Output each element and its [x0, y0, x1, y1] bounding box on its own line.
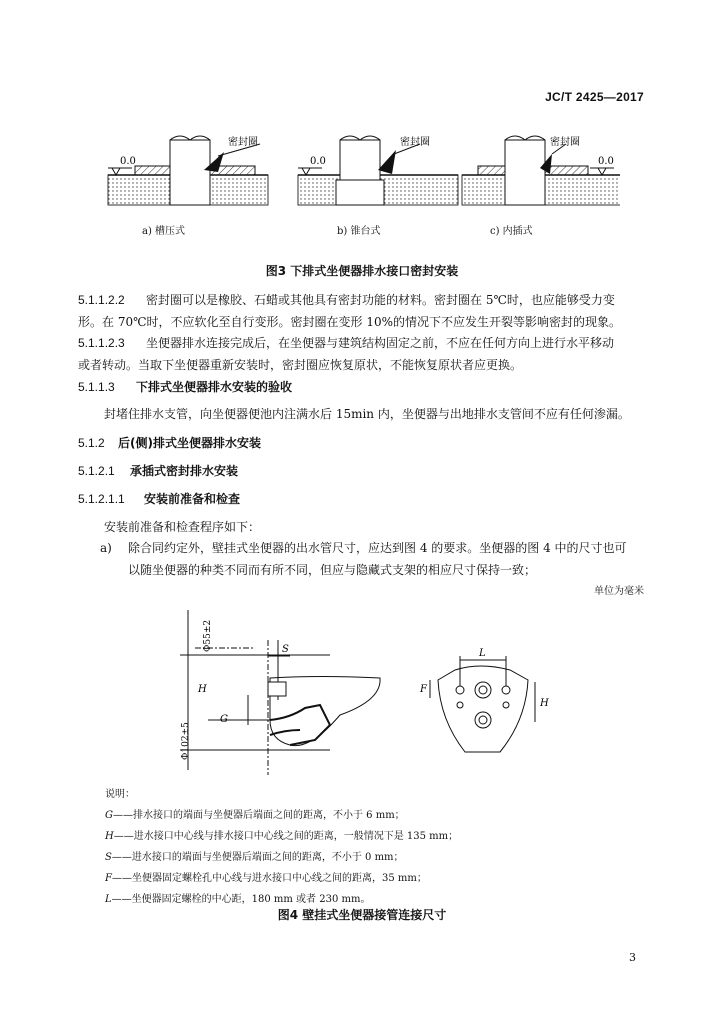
section-number: 5.1.2.1: [78, 464, 115, 478]
heading-5-1-2-1: [78, 460, 648, 482]
section-number: 5.1.1.2.2: [78, 293, 125, 307]
legend-text: ——进水接口的端面与坐便器后端面之间的距离，不小于 0 mm；: [111, 852, 404, 863]
fig3b-seal-label: 密封圈: [400, 137, 430, 148]
legend-row: [105, 805, 458, 826]
page-number: 3: [629, 951, 636, 964]
dim-F: F: [420, 684, 427, 695]
list-item-a: [100, 537, 660, 581]
para-text: 形。在 70℃时，不应软化至自行变形。密封圈在变形 10%的情况下不应发生开裂等影响密封的现象。: [78, 315, 621, 329]
fig3c-zero-level: 0.0: [598, 156, 614, 167]
procedure-intro: 安装前准备和检查程序如下：: [104, 520, 261, 534]
dim-S: S: [282, 644, 289, 655]
legend-row: [105, 847, 458, 868]
dim-phi102: Φ102±5: [181, 722, 191, 760]
section-title: 后(侧)排式坐便器排水安装: [118, 436, 261, 450]
para-5-1-1-3-body: 封堵住排水支管，向坐便器便池内注满水后 15min 内，坐便器与出地排水支管间不应有任何渗漏。: [104, 407, 630, 421]
para-text: 密封圈可以是橡胶、石蜡或其他具有密封功能的材料。密封圈在 5℃时，也应能够受力变: [146, 293, 615, 307]
section-number: 5.1.2.1.1: [78, 492, 125, 506]
dim-L: L: [479, 648, 486, 659]
figure-4-caption: 图4 壁挂式坐便器接管连接尺寸: [277, 908, 447, 922]
legend-text: ——坐便器固定螺栓孔中心线与进水接口中心线之间的距离，35 mm；: [111, 873, 427, 884]
fig3c-drawing: [462, 136, 620, 205]
heading-5-1-2-1-1: [78, 488, 648, 510]
legend-symbol: G: [105, 810, 113, 821]
legend-symbol: H: [105, 831, 114, 842]
heading-5-1-1-3: [78, 376, 648, 398]
heading-5-1-2: [78, 432, 648, 454]
fig3c-subcaption: c) 内插式: [490, 226, 533, 237]
list-label: a): [100, 541, 112, 555]
list-text: 以随坐便器的种类不同而有所不同，但应与隐藏式支架的相应尺寸保持一致；: [128, 563, 537, 577]
para-text: 或者转动。当取下坐便器重新安装时，密封圈应恢复原状，不能恢复原状者应更换。: [78, 358, 523, 372]
legend-text: ——坐便器固定螺栓的中心距，180 mm 或者 230 mm。: [111, 894, 371, 905]
section-title: 下排式坐便器排水安装的验收: [136, 380, 293, 394]
legend-symbol: F: [105, 873, 112, 884]
list-text: 除合同约定外，壁挂式坐便器的出水管尺寸，应达到图 4 的要求。坐便器的图 4 中的尺寸也可: [128, 541, 627, 555]
legend-symbol: L: [105, 894, 112, 905]
fig4-legend: [105, 784, 458, 910]
fig3a-zero-level: 0.0: [120, 156, 136, 167]
unit-note: 单位为毫米: [594, 586, 644, 597]
legend-row: [105, 868, 458, 889]
fig3a-seal-label: 密封圈: [228, 137, 258, 148]
para-5-1-1-2-3: [78, 332, 648, 376]
legend-title: 说明：: [105, 789, 135, 800]
figure-3-caption: 图3 下排式坐便器排水接口密封安装: [265, 264, 459, 278]
section-number: 5.1.2: [78, 436, 105, 450]
fig4-front-view: [430, 656, 535, 752]
fig3b-drawing: [298, 136, 458, 205]
dim-phi55: Φ55±2: [203, 619, 213, 652]
section-title: 安装前准备和检查: [144, 492, 241, 506]
dim-G: G: [220, 714, 228, 725]
para-text: 坐便器排水连接完成后，在坐便器与建筑结构固定之前，不应在任何方向上进行水平移动: [146, 336, 615, 350]
standard-code: JC/T 2425—2017: [545, 90, 644, 104]
dim-H-front: H: [540, 698, 549, 709]
figure-4-drawings: [170, 600, 570, 780]
fig3b-zero-level: 0.0: [310, 156, 326, 167]
dim-H-side: H: [198, 684, 207, 695]
fig3b-subcaption: b) 锥台式: [337, 226, 381, 237]
section-number: 5.1.1.2.3: [78, 336, 125, 350]
para-5-1-1-2-2: [78, 289, 648, 333]
section-title: 承插式密封排水安装: [130, 464, 239, 478]
section-number: 5.1.1.3: [78, 380, 115, 394]
fig3a-subcaption: a) 槽压式: [142, 226, 186, 237]
fig3c-seal-label: 密封圈: [550, 137, 580, 148]
legend-text: ——进水接口中心线与排水接口中心线之间的距离，一般情况下是 135 mm；: [113, 831, 459, 842]
legend-symbol: S: [105, 852, 112, 863]
legend-text: ——排水接口的端面与坐便器后端面之间的距离，不小于 6 mm；: [113, 810, 405, 821]
legend-row: [105, 826, 458, 847]
